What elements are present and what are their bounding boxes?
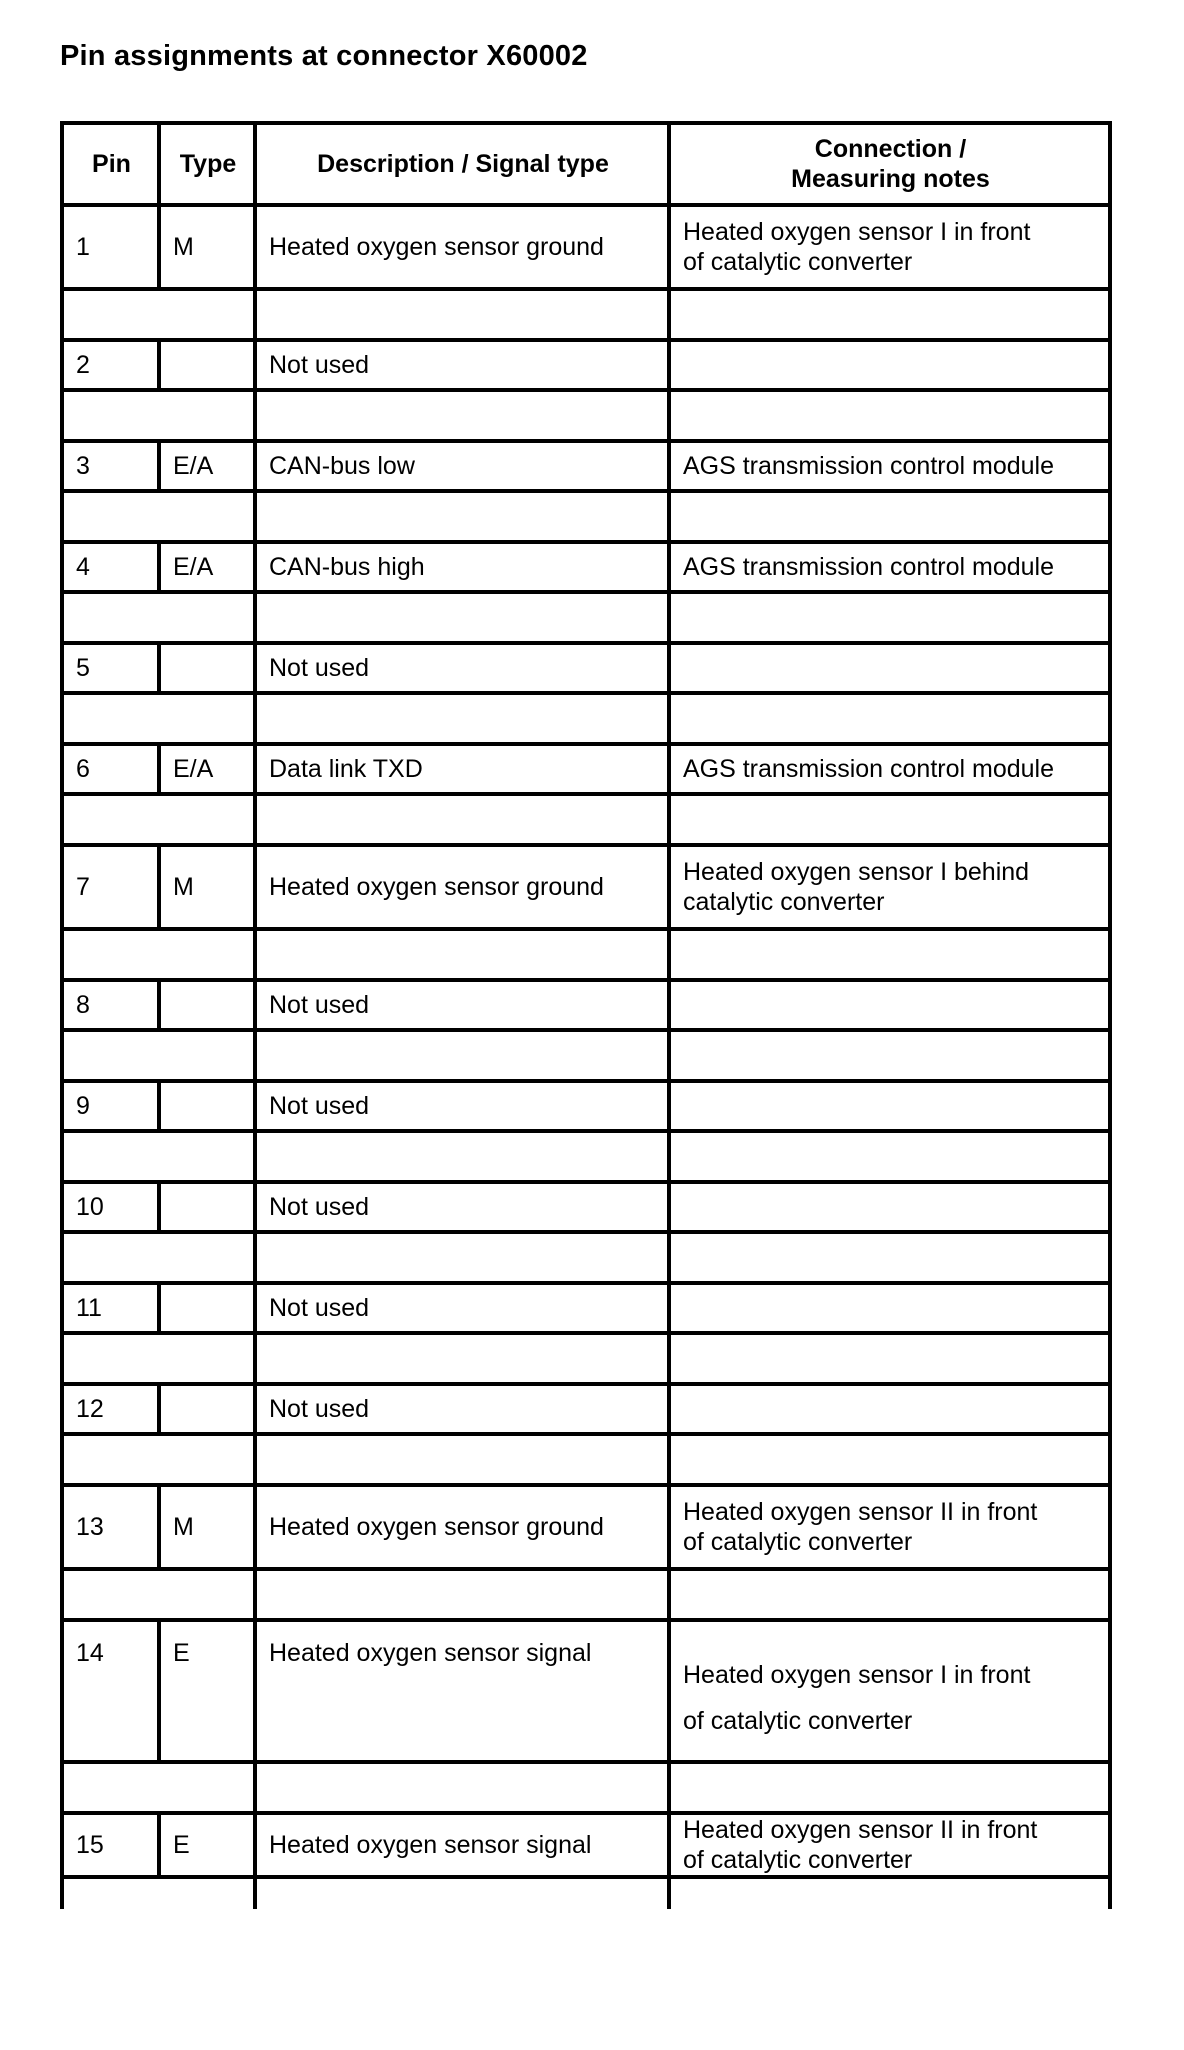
table-row <box>62 340 1110 390</box>
cell-connection-notes <box>669 1081 1110 1131</box>
spacer-cell <box>669 1434 1110 1485</box>
spacer-row <box>62 1030 1110 1081</box>
cell-connection-notes <box>669 744 1110 794</box>
cell-type <box>159 1283 255 1333</box>
cell-description: Heated oxygen sensor ground <box>255 205 669 289</box>
cell-type <box>159 1081 255 1131</box>
notes-line2: of catalytic converter <box>683 1846 913 1874</box>
spacer-cell <box>255 1030 669 1081</box>
cell-pin: 8 <box>62 980 159 1030</box>
table-header-row <box>62 123 1110 205</box>
spacer-cell <box>62 1232 255 1283</box>
cell-pin: 9 <box>62 1081 159 1131</box>
cell-description: Not used <box>255 1182 669 1232</box>
spacer-cell <box>669 1877 1110 1909</box>
cell-type: E/A <box>159 744 255 794</box>
cell-description: Not used <box>255 1283 669 1333</box>
spacer-row <box>62 1434 1110 1485</box>
notes-line1: Heated oxygen sensor II in front <box>683 1816 1038 1844</box>
cell-connection-notes <box>669 1813 1110 1877</box>
page-title: Pin assignments at connector X60002 <box>60 40 588 72</box>
spacer-cell <box>62 1434 255 1485</box>
notes-line2: of catalytic converter <box>683 1528 913 1556</box>
cell-connection-notes <box>669 1384 1110 1434</box>
cell-type: M <box>159 1485 255 1569</box>
cell-type <box>159 980 255 1030</box>
notes-line1: AGS transmission control module <box>683 553 1054 581</box>
spacer-cell <box>62 693 255 744</box>
spacer-cell <box>669 1762 1110 1813</box>
cell-pin: 11 <box>62 1283 159 1333</box>
cell-description: Data link TXD <box>255 744 669 794</box>
cell-description: Not used <box>255 340 669 390</box>
spacer-cell <box>255 929 669 980</box>
notes-line2: of catalytic converter <box>683 1707 913 1735</box>
spacer-cell <box>255 1877 669 1909</box>
cell-description: Heated oxygen sensor signal <box>255 1620 669 1762</box>
cell-type: E <box>159 1620 255 1762</box>
spacer-cell <box>669 289 1110 340</box>
cell-description: Not used <box>255 643 669 693</box>
table-row <box>62 1182 1110 1232</box>
spacer-row <box>62 390 1110 441</box>
cell-description: Not used <box>255 1081 669 1131</box>
spacer-cell <box>255 794 669 845</box>
notes-line1: AGS transmission control module <box>683 452 1054 480</box>
spacer-cell <box>255 1762 669 1813</box>
table-row <box>62 205 1110 289</box>
cell-connection-notes <box>669 1283 1110 1333</box>
cell-connection-notes <box>669 1620 1110 1762</box>
cell-type <box>159 340 255 390</box>
spacer-row <box>62 1232 1110 1283</box>
cell-connection-notes <box>669 980 1110 1030</box>
cell-pin: 2 <box>62 340 159 390</box>
cell-pin: 5 <box>62 643 159 693</box>
cell-description: Heated oxygen sensor ground <box>255 845 669 929</box>
notes-line1: Heated oxygen sensor II in front <box>683 1498 1038 1526</box>
cell-description: Not used <box>255 1384 669 1434</box>
spacer-cell <box>62 1030 255 1081</box>
spacer-cell <box>62 390 255 441</box>
spacer-cell <box>669 1030 1110 1081</box>
spacer-cell <box>669 592 1110 643</box>
spacer-row <box>62 1569 1110 1620</box>
spacer-cell <box>62 491 255 542</box>
spacer-cell <box>669 1131 1110 1182</box>
cell-type: M <box>159 205 255 289</box>
table-row <box>62 1620 1110 1762</box>
spacer-cell <box>255 592 669 643</box>
cell-connection-notes <box>669 542 1110 592</box>
spacer-row <box>62 491 1110 542</box>
cell-type: E/A <box>159 542 255 592</box>
spacer-cell <box>669 693 1110 744</box>
cell-type: E/A <box>159 441 255 491</box>
cell-connection-notes <box>669 441 1110 491</box>
notes-line1: Heated oxygen sensor I in front <box>683 1661 1031 1689</box>
cell-pin: 4 <box>62 542 159 592</box>
spacer-row <box>62 794 1110 845</box>
notes-line1: Heated oxygen sensor I in front <box>683 218 1031 246</box>
spacer-row <box>62 929 1110 980</box>
table-row <box>62 1485 1110 1569</box>
spacer-cell <box>255 390 669 441</box>
spacer-cell <box>669 390 1110 441</box>
table-row <box>62 744 1110 794</box>
table-row <box>62 1813 1110 1877</box>
cell-pin: 12 <box>62 1384 159 1434</box>
spacer-cell <box>669 794 1110 845</box>
cell-pin: 7 <box>62 845 159 929</box>
spacer-cell <box>255 1569 669 1620</box>
cell-pin: 15 <box>62 1813 159 1877</box>
header-connection-line1: Connection / <box>814 135 967 163</box>
cell-pin: 6 <box>62 744 159 794</box>
spacer-cell <box>255 1131 669 1182</box>
cell-pin: 13 <box>62 1485 159 1569</box>
spacer-cell <box>62 289 255 340</box>
notes-line1: Heated oxygen sensor I behind <box>683 858 1030 886</box>
notes-line2: catalytic converter <box>683 888 885 916</box>
spacer-cell <box>255 1232 669 1283</box>
cell-connection-notes <box>669 643 1110 693</box>
spacer-cell <box>669 491 1110 542</box>
spacer-row <box>62 592 1110 643</box>
spacer-row <box>62 693 1110 744</box>
header-description: Description / Signal type <box>255 123 669 205</box>
spacer-cell <box>255 1333 669 1384</box>
table-row <box>62 441 1110 491</box>
notes-line1: AGS transmission control module <box>683 755 1054 783</box>
spacer-cell <box>255 289 669 340</box>
cell-pin: 10 <box>62 1182 159 1232</box>
table-row <box>62 980 1110 1030</box>
cell-pin: 1 <box>62 205 159 289</box>
table-row <box>62 1081 1110 1131</box>
spacer-cell <box>62 1333 255 1384</box>
spacer-cell <box>62 929 255 980</box>
cell-description: Heated oxygen sensor signal <box>255 1813 669 1877</box>
cell-type: M <box>159 845 255 929</box>
header-connection-line2: Measuring notes <box>791 165 990 193</box>
cell-connection-notes <box>669 845 1110 929</box>
cell-connection-notes <box>669 1485 1110 1569</box>
cell-pin: 14 <box>62 1620 159 1762</box>
header-type: Type <box>159 123 255 205</box>
header-pin: Pin <box>62 123 159 205</box>
spacer-cell <box>669 1232 1110 1283</box>
spacer-cell <box>669 1333 1110 1384</box>
spacer-cell <box>62 1131 255 1182</box>
header-connection <box>669 123 1110 205</box>
spacer-cell <box>62 1569 255 1620</box>
cell-description: CAN-bus low <box>255 441 669 491</box>
spacer-row <box>62 289 1110 340</box>
table-row <box>62 643 1110 693</box>
cell-type <box>159 1182 255 1232</box>
spacer-cell <box>255 491 669 542</box>
spacer-cell <box>255 693 669 744</box>
cell-type <box>159 1384 255 1434</box>
spacer-cell <box>62 1877 255 1909</box>
cell-connection-notes <box>669 340 1110 390</box>
cell-pin: 3 <box>62 441 159 491</box>
spacer-row <box>62 1877 1110 1909</box>
cell-description: CAN-bus high <box>255 542 669 592</box>
table-row <box>62 1384 1110 1434</box>
cell-type <box>159 643 255 693</box>
spacer-row <box>62 1131 1110 1182</box>
table-row <box>62 1283 1110 1333</box>
spacer-cell <box>62 794 255 845</box>
table-row <box>62 542 1110 592</box>
spacer-row <box>62 1333 1110 1384</box>
cell-description: Heated oxygen sensor ground <box>255 1485 669 1569</box>
cell-type: E <box>159 1813 255 1877</box>
table-row <box>62 845 1110 929</box>
spacer-row <box>62 1762 1110 1813</box>
cell-connection-notes <box>669 1182 1110 1232</box>
spacer-cell <box>62 1762 255 1813</box>
spacer-cell <box>62 592 255 643</box>
spacer-cell <box>669 929 1110 980</box>
spacer-cell <box>669 1569 1110 1620</box>
notes-line2: of catalytic converter <box>683 248 913 276</box>
spacer-cell <box>255 1434 669 1485</box>
cell-connection-notes <box>669 205 1110 289</box>
cell-description: Not used <box>255 980 669 1030</box>
pin-assignment-table <box>60 121 1112 1909</box>
